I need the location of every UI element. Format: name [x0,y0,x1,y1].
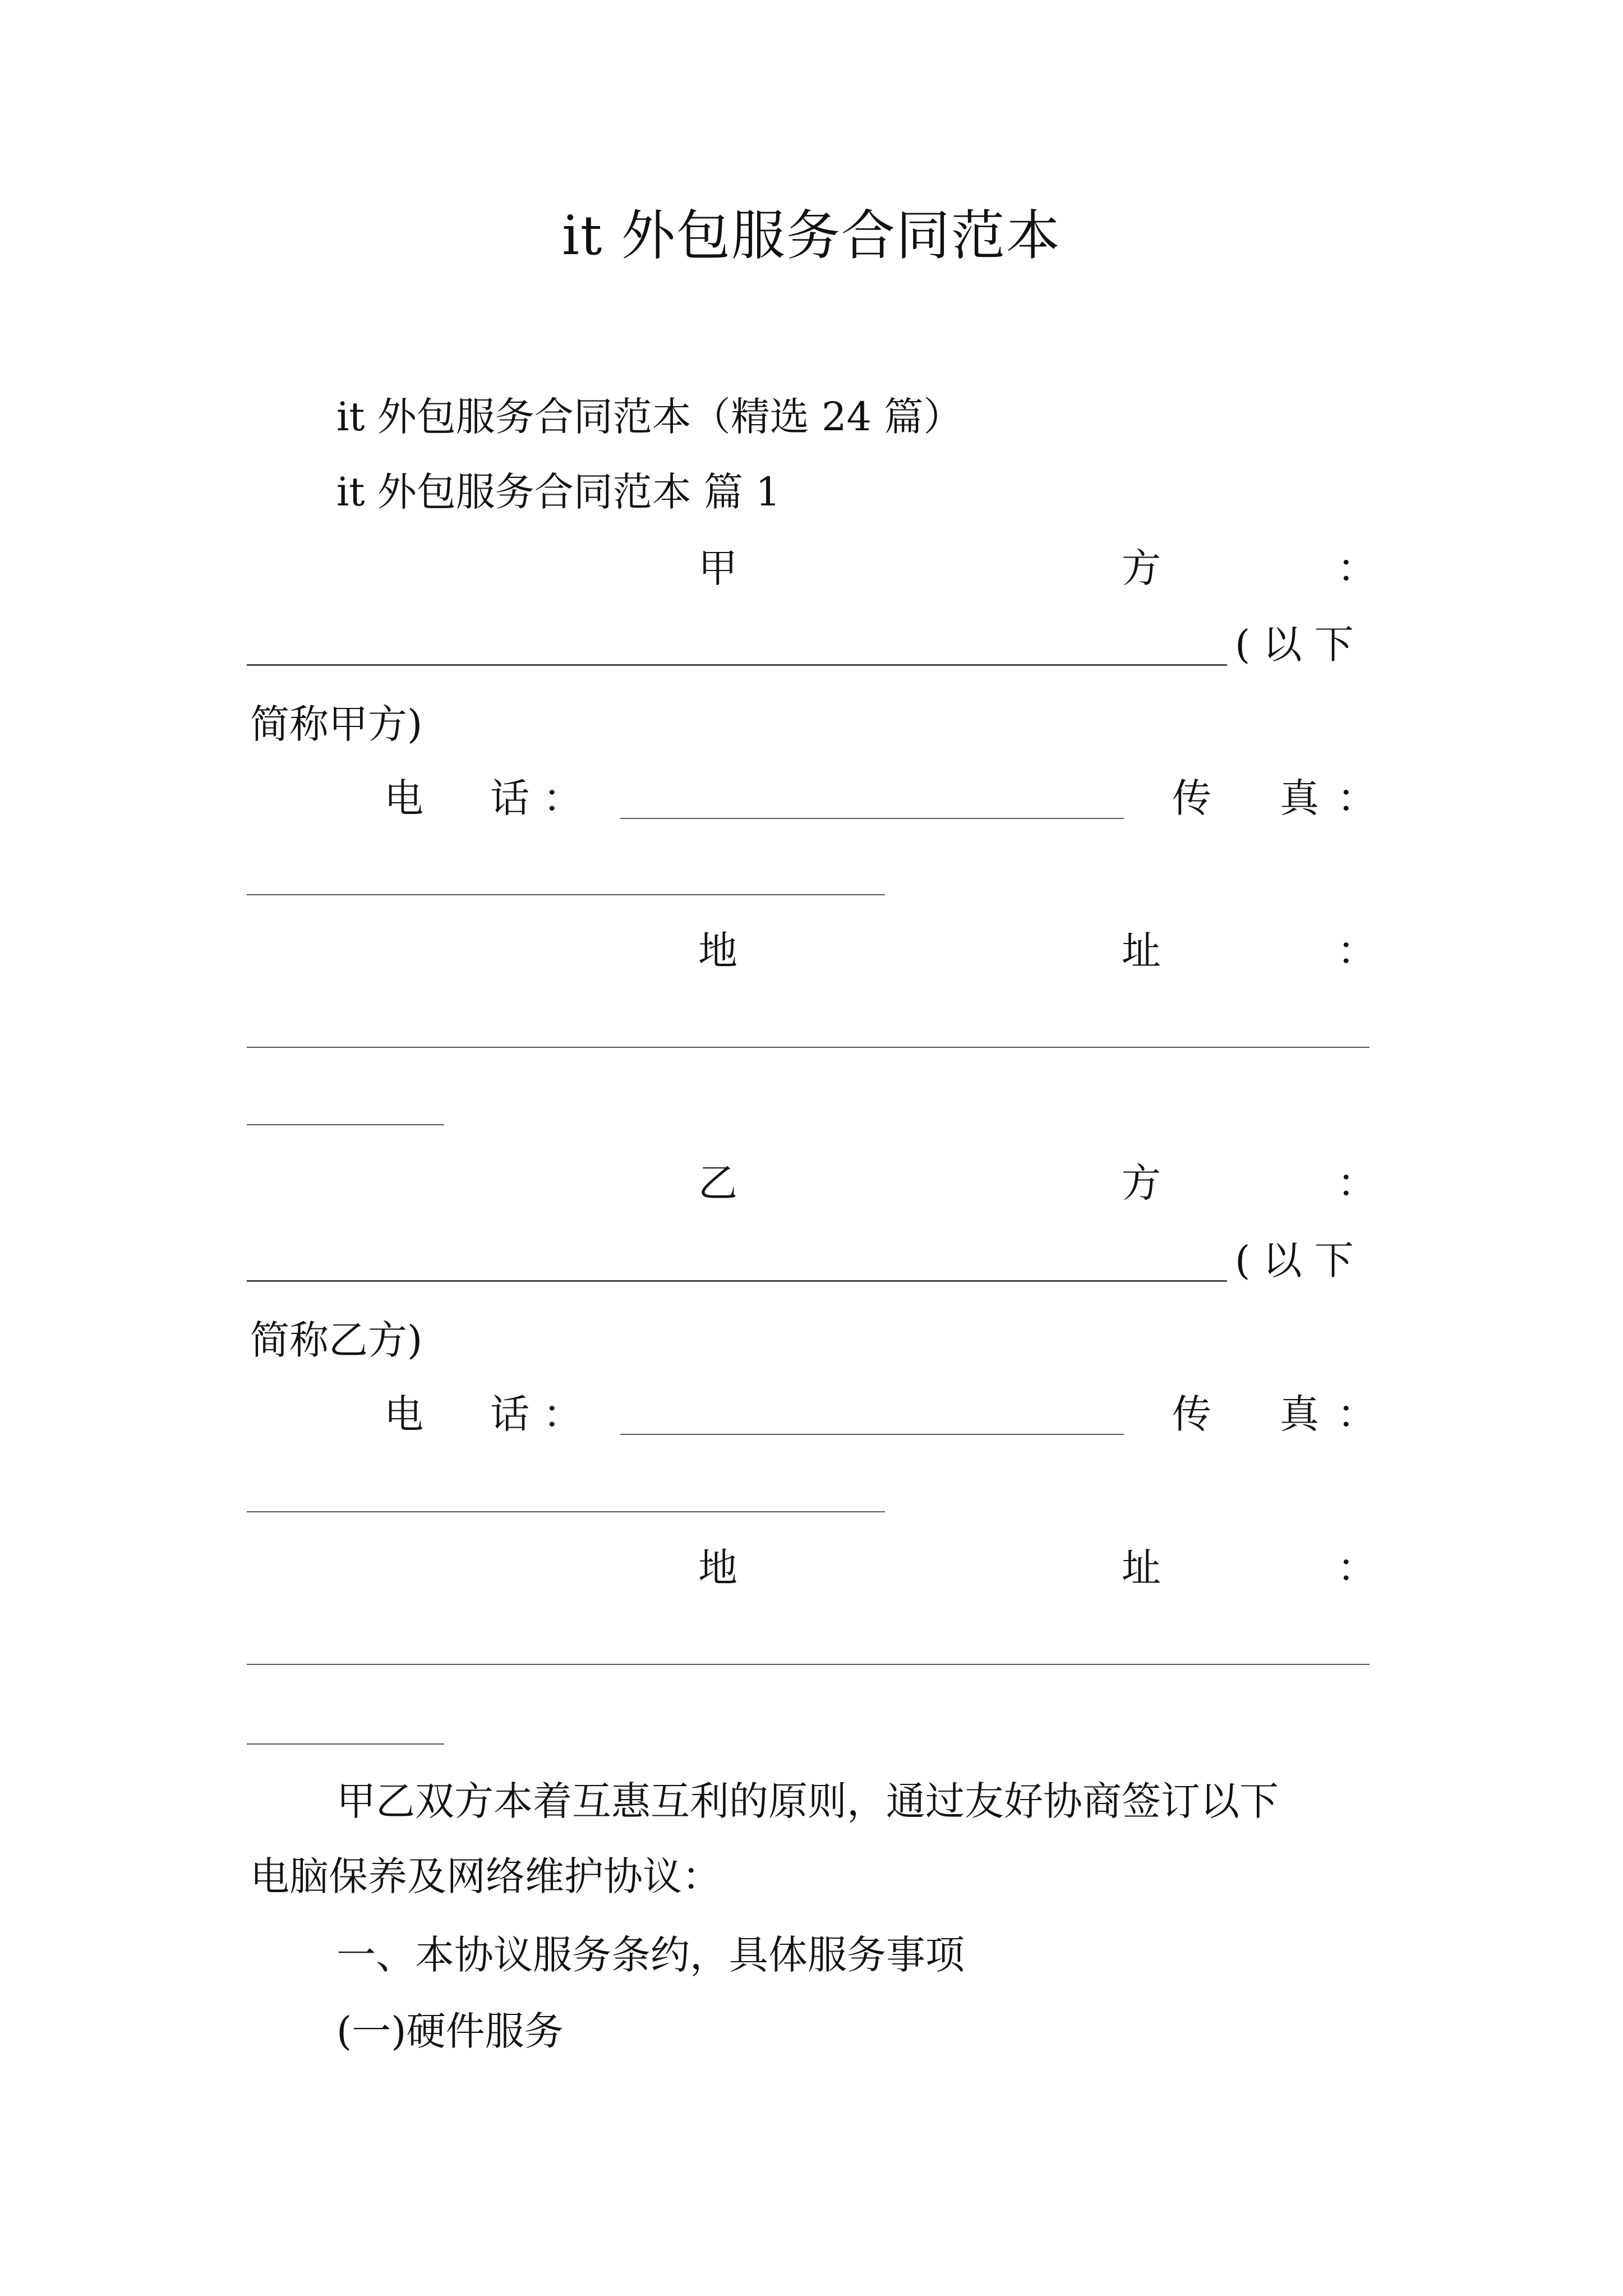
party-b-colon: ： [1337,1160,1376,1206]
party-a-label-2: 方 [1122,545,1161,591]
party-b-abbr-open: ( 以 下 [1235,1237,1354,1283]
party-b-name-blank[interactable] [247,1280,1227,1282]
party-a-label-1: 甲 [698,545,737,591]
party-a-fax-colon: ： [1337,775,1376,821]
party-b-phone-label-1: 电 [384,1391,423,1437]
party-a-phone-label-1: 电 [384,775,423,821]
party-a-address-label-2: 址 [1122,928,1161,974]
party-b-address-colon: ： [1337,1545,1376,1591]
party-b-label-2: 方 [1122,1160,1161,1206]
party-a-phone-label-2: 话 [490,775,529,821]
party-b-fax-label-1: 传 [1172,1391,1211,1437]
party-b-abbr-close: 简称乙方) [250,1317,423,1363]
party-b-phone-blank[interactable] [620,1434,1124,1435]
party-a-fax-blank[interactable] [247,894,885,895]
party-a-fax-label-1: 传 [1172,775,1211,821]
party-a-phone-colon: ： [543,775,582,821]
party-b-fax-blank[interactable] [247,1511,885,1512]
party-b-address-label-1: 地 [698,1545,737,1591]
section-heading: it 外包服务合同范本 篇 1 [336,469,781,515]
party-b-address-blank-cont[interactable] [247,1743,444,1745]
party-a-abbr-close: 简称甲方) [250,701,423,747]
party-a-address-blank-cont[interactable] [247,1124,444,1125]
document-subtitle: it 外包服务合同范本（精选 24 篇） [336,394,963,440]
party-a-name-blank[interactable] [247,664,1227,666]
party-a-address-blank[interactable] [247,1047,1370,1048]
party-b-fax-label-2: 真 [1280,1391,1319,1437]
party-b-address-label-2: 址 [1122,1545,1161,1591]
party-a-phone-blank[interactable] [620,818,1124,819]
clause-heading-1: 一、本协议服务条约，具体服务事项 [336,1932,965,1978]
party-b-phone-colon: ： [543,1391,582,1437]
intro-paragraph-line-2: 电脑保养及网络维护协议： [250,1853,721,1899]
clause-subheading-1-1: (一)硬件服务 [336,2008,564,2054]
party-a-fax-label-2: 真 [1280,775,1319,821]
party-a-colon: ： [1337,545,1376,591]
party-a-address-colon: ： [1337,928,1376,974]
party-b-address-blank[interactable] [247,1664,1370,1665]
party-b-label-1: 乙 [698,1160,737,1206]
party-a-abbr-open: ( 以 下 [1235,622,1354,668]
party-b-phone-label-2: 话 [490,1391,529,1437]
party-b-fax-colon: ： [1337,1391,1376,1437]
intro-paragraph-line-1: 甲乙双方本着互惠互利的原则，通过友好协商签订以下 [336,1778,1279,1824]
document-title: it 外包服务合同范本 [562,204,1061,267]
party-a-address-label-1: 地 [698,928,737,974]
